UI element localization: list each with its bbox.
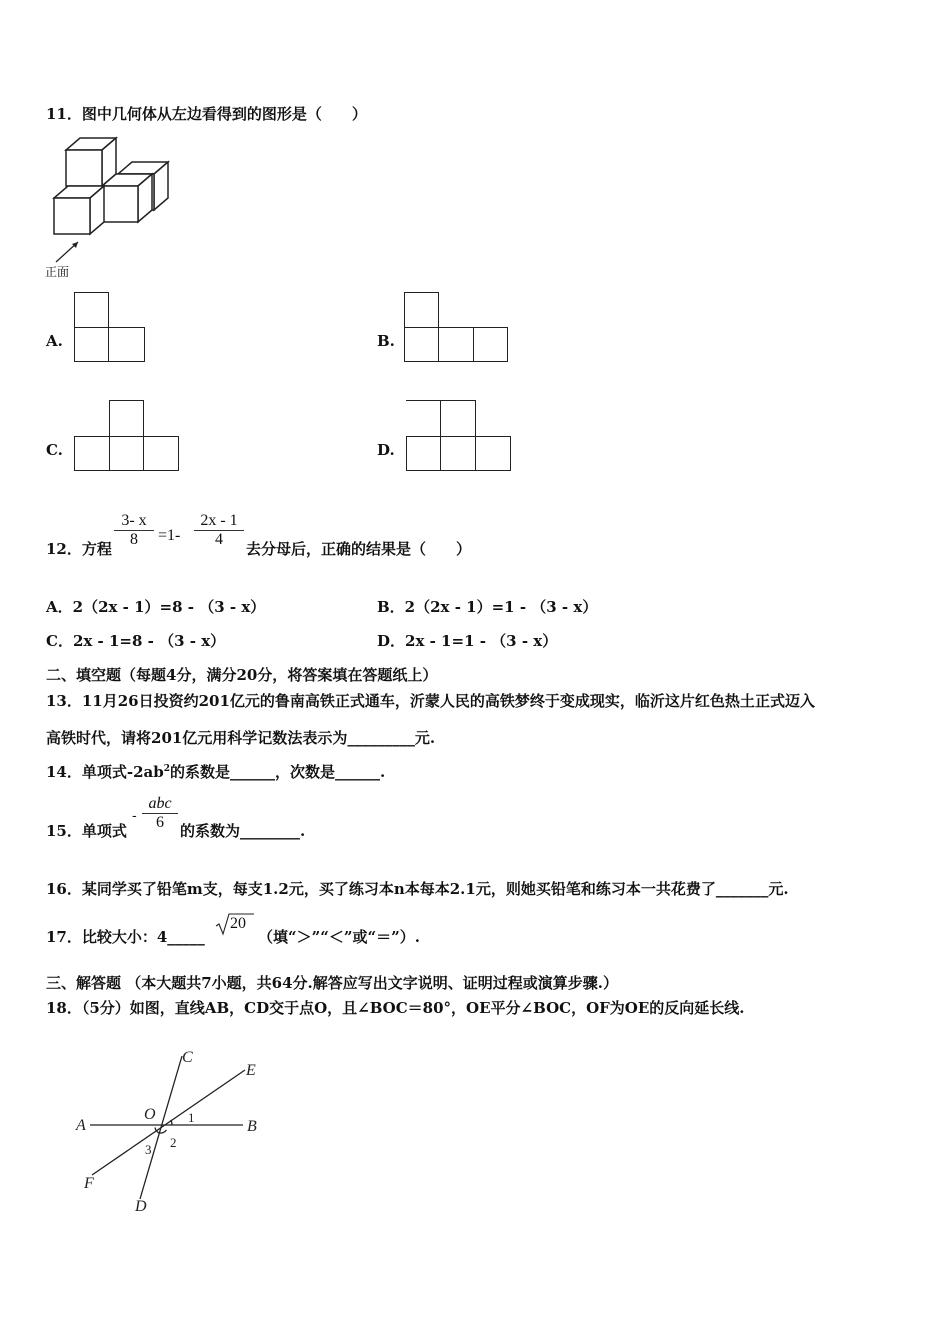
point-e-label: E bbox=[246, 1062, 256, 1079]
square bbox=[406, 436, 441, 471]
square bbox=[440, 400, 476, 437]
q15-fraction bbox=[142, 795, 178, 832]
section-2-title: 二、填空题（每题4分，满分20分，将答案填在答题纸上） bbox=[46, 666, 438, 684]
q12-option-b[interactable]: B．2（2x - 1）=1 - （3 - x） bbox=[377, 598, 598, 616]
q11-option-d-label[interactable]: D. bbox=[377, 441, 395, 459]
q12-fraction-2 bbox=[194, 512, 244, 549]
q17-pre: 17．比较大小：4_____ bbox=[46, 928, 205, 946]
q13-line2: 高铁时代，请将201亿元用科学记数法表示为_________元. bbox=[46, 729, 436, 747]
q14-post: 的系数是______，次数是______. bbox=[170, 763, 386, 781]
square bbox=[74, 292, 109, 328]
q14 bbox=[46, 761, 385, 782]
q12-option-a[interactable]: A．2（2x - 1）=8 - （3 - x） bbox=[46, 598, 266, 616]
q11-option-b-label[interactable]: B. bbox=[377, 332, 395, 350]
q18-geometry-figure bbox=[60, 1040, 290, 1220]
q14-exponent: 2 bbox=[163, 764, 171, 774]
q12-frac1-denominator: 8 bbox=[114, 530, 154, 549]
q17-radicand: 20 bbox=[230, 915, 246, 932]
square bbox=[404, 292, 439, 328]
q11-solid-figure bbox=[44, 132, 174, 282]
extra-top-edge bbox=[406, 400, 441, 401]
angle-1-label: 1 bbox=[188, 1110, 195, 1125]
q12-frac1-numerator: 3- x bbox=[121, 512, 147, 529]
q15-numerator: abc bbox=[148, 795, 172, 812]
point-d-label: D bbox=[135, 1198, 147, 1215]
square bbox=[473, 327, 508, 362]
q12-tail: 去分母后，正确的结果是（ ） bbox=[246, 540, 472, 558]
point-a-label: A bbox=[76, 1117, 86, 1134]
q14-pre: 14．单项式-2ab bbox=[46, 763, 164, 781]
point-b-label: B bbox=[247, 1118, 257, 1135]
angle-2-label: 2 bbox=[170, 1135, 177, 1150]
front-view-label: 正面 bbox=[45, 265, 70, 279]
q15-post: 的系数为________. bbox=[180, 822, 306, 840]
point-f-label: F bbox=[84, 1175, 94, 1192]
q11-option-a-label[interactable]: A. bbox=[46, 332, 63, 350]
q12-frac2-denominator: 4 bbox=[194, 530, 244, 549]
q12-option-c[interactable]: C．2x - 1=8 - （3 - x） bbox=[46, 632, 226, 650]
q12-option-d[interactable]: D．2x - 1=1 - （3 - x） bbox=[377, 632, 558, 650]
q16: 16．某同学买了铅笔m支，每支1.2元，买了练习本n本每本2.1元，则她买铅笔和练习本一共花费了_______元. bbox=[46, 880, 789, 898]
section-3-title: 三、解答题 （本大题共7小题，共64分.解答应写出文字说明、证明过程或演算步骤.） bbox=[46, 974, 618, 992]
square bbox=[74, 436, 110, 471]
square bbox=[109, 400, 144, 437]
line-ef bbox=[92, 1070, 245, 1175]
q12-lead: 12．方程 bbox=[46, 540, 112, 558]
q15-denominator: 6 bbox=[142, 813, 178, 832]
q12-fraction-1 bbox=[114, 512, 154, 549]
point-c-label: C bbox=[182, 1049, 193, 1066]
q12-mid: =1- bbox=[158, 527, 181, 544]
q12-frac2-numerator: 2x - 1 bbox=[200, 512, 238, 529]
square bbox=[438, 327, 474, 362]
square bbox=[74, 327, 109, 362]
square bbox=[143, 436, 179, 471]
q15-pre: 15．单项式 bbox=[46, 822, 127, 840]
q15-minus: - bbox=[132, 808, 137, 824]
q17-post: （填“＞”“＜”或“＝”）. bbox=[258, 928, 420, 946]
q11-stem: 11．图中几何体从左边看得到的图形是（ ） bbox=[46, 105, 367, 123]
angle-3-label: 3 bbox=[145, 1142, 152, 1157]
square bbox=[475, 436, 511, 471]
square bbox=[108, 327, 145, 362]
square bbox=[109, 436, 144, 471]
point-o-label: O bbox=[144, 1106, 156, 1123]
q18-text: 18．（5分）如图，直线AB，CD交于点O，且∠BOC＝80°，OE平分∠BOC，OF为OE的反向延长线. bbox=[46, 999, 745, 1017]
square bbox=[440, 436, 476, 471]
square bbox=[404, 327, 439, 362]
q13-line1: 13．11月26日投资约201亿元的鲁南高铁正式通车，沂蒙人民的高铁梦终于变成现实，临沂这片红色热土正式迈入 bbox=[46, 692, 815, 710]
q11-option-c-label[interactable]: C. bbox=[46, 441, 63, 459]
